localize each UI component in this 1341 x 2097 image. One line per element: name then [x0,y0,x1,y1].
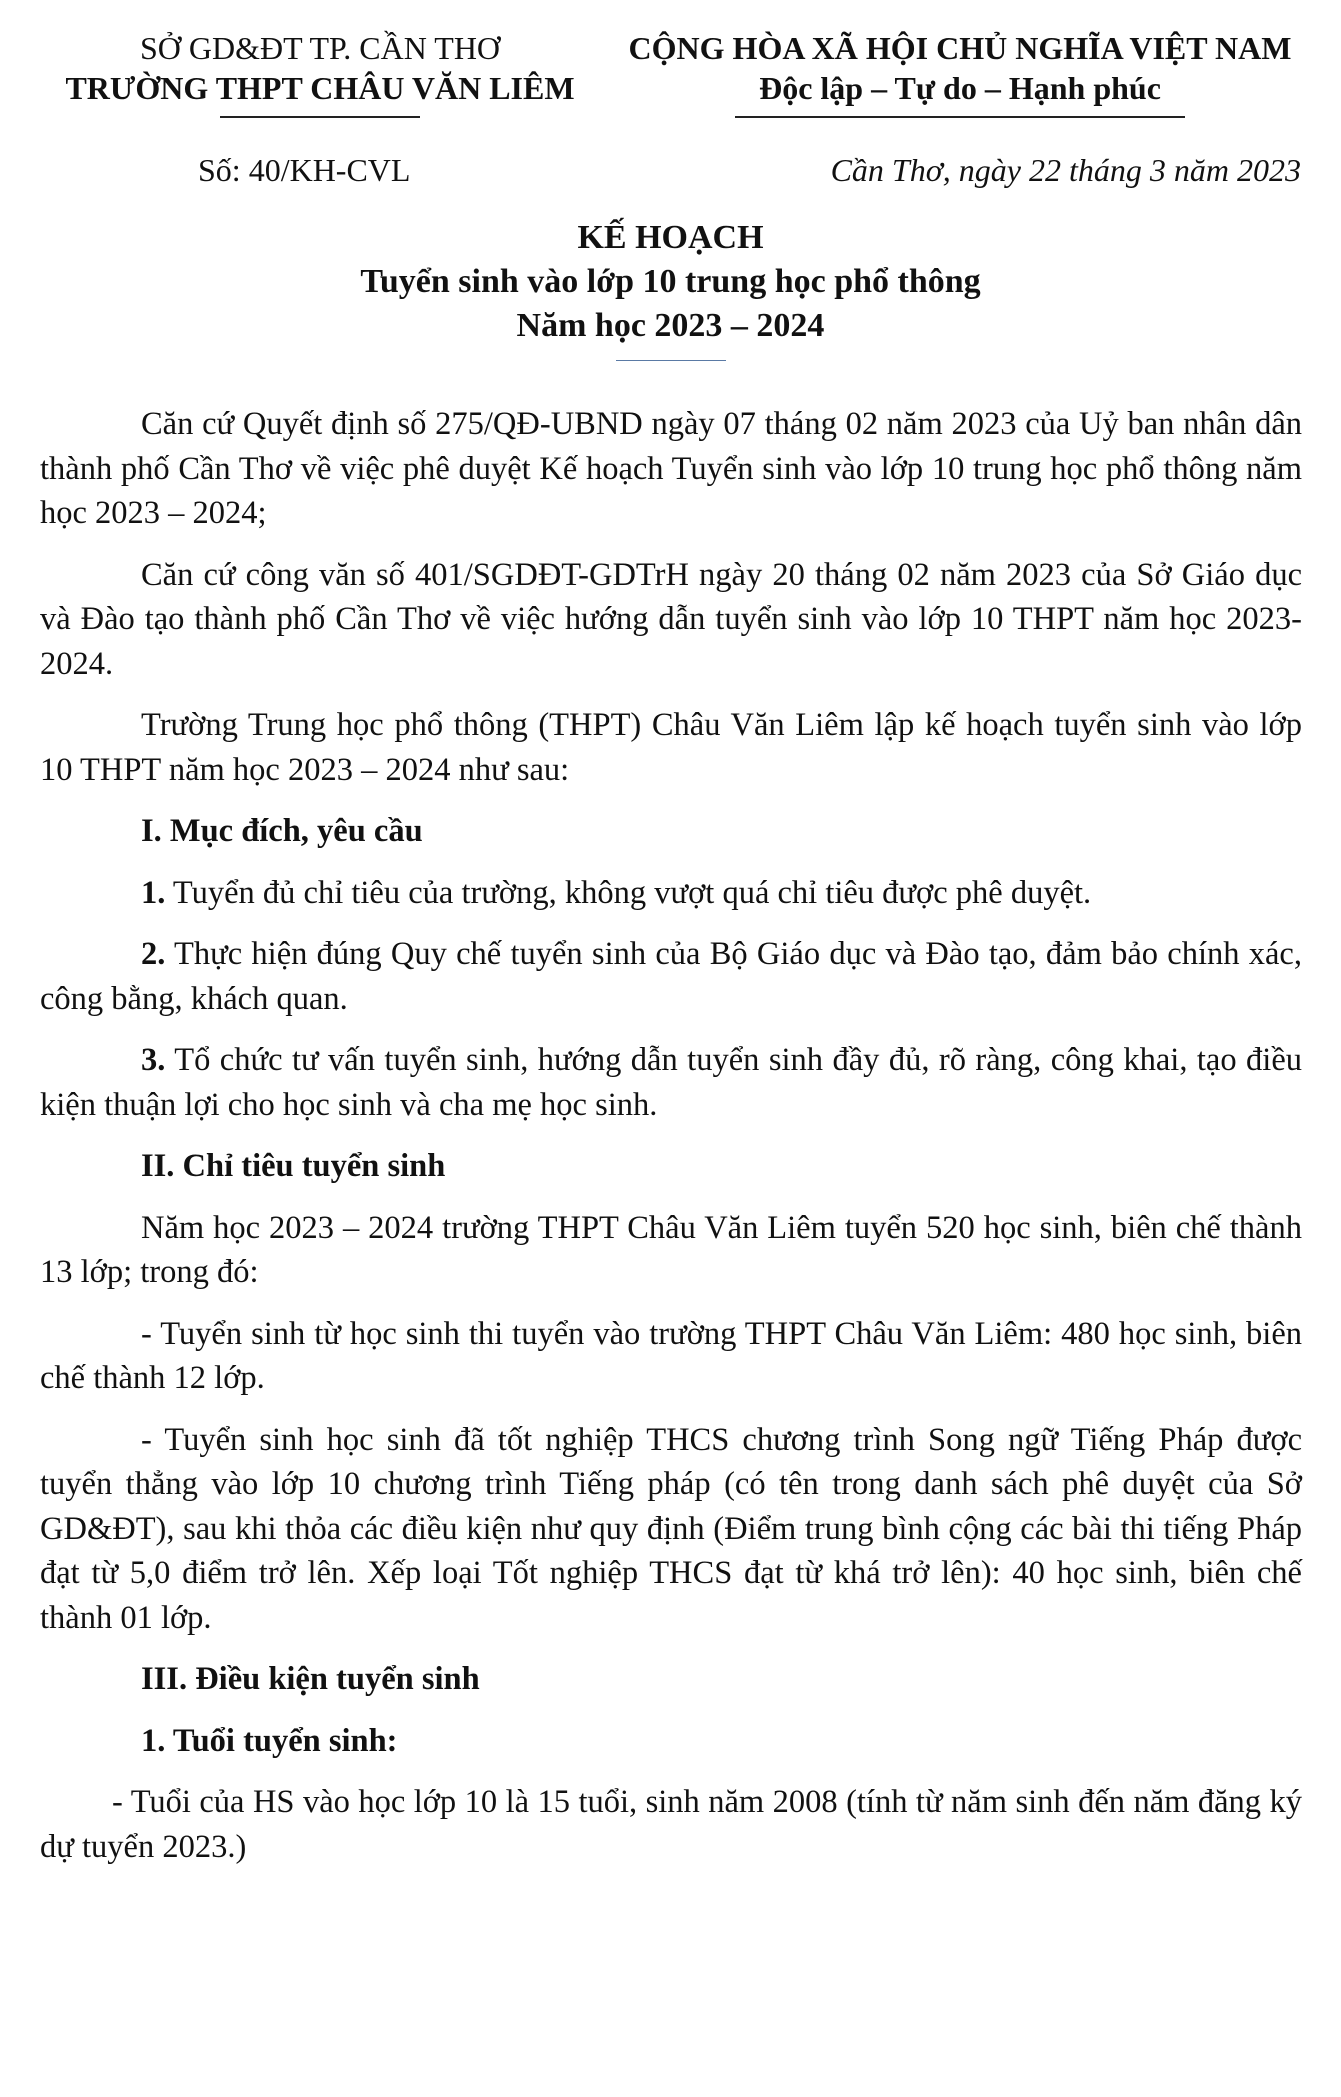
section-heading-3: III. Điều kiện tuyển sinh [141,1661,480,1697]
document-meta [40,152,1301,196]
section-heading-1: I. Mục đích, yêu cầu [141,813,423,849]
national-header [600,28,1320,118]
section-heading-2: II. Chỉ tiêu tuyển sinh [141,1148,446,1184]
motto-underline [735,116,1185,118]
document-number: Số: 40/KH-CVL [198,152,411,188]
school-name: TRƯỜNG THPT CHÂU VĂN LIÊM [65,70,575,106]
paragraph-quota-french: - Tuyển sinh học sinh đã tốt nghiệp THCS chương trình Song ngữ Tiếng Pháp được tuyển thẳng vào lớp 10 chương trình Tiếng pháp (có tên trong danh sách phê duyệt của Sở GD&ĐT), sau khi thỏa các điều kiện như quy định (Điểm trung bình cộng các bài thi tiếng Pháp đạt từ 5,0 điểm trở lên. Xếp loại Tốt nghiệp THCS đạt từ khá trở lên): 40 học sinh, biên chế thành 01 lớp. [40,1421,1302,1636]
issuer-header [40,28,600,118]
subsection-heading-age: 1. Tuổi tuyển sinh: [141,1722,398,1759]
list-item-number: 1. [141,874,166,911]
title-line-3: Năm học 2023 – 2024 [516,307,825,344]
national-title: CỘNG HÒA XÃ HỘI CHỦ NGHĨA VIỆT NAM [628,30,1292,66]
list-item-3 [40,1038,1302,1127]
title-line-2: Tuyển sinh vào lớp 10 trung học phổ thông [360,263,981,300]
paragraph-quota: Năm học 2023 – 2024 trường THPT Châu Văn Liêm tuyển 520 học sinh, biên chế thành 13 lớp; trong đó: [40,1209,1302,1290]
list-item-2 [40,932,1302,1021]
title-underline [616,360,726,361]
document-date: Cần Thơ, ngày 22 tháng 3 năm 2023 [830,152,1301,188]
title-line-1: KẾ HOẠCH [577,219,764,256]
list-item-text: Tổ chức tư vấn tuyển sinh, hướng dẫn tuyển sinh đầy đủ, rõ ràng, công khai, tạo điều kiện thuận lợi cho học sinh và cha mẹ học sinh. [40,1042,1302,1123]
document-body [40,402,1302,1886]
list-item-text: Thực hiện đúng Quy chế tuyển sinh của Bộ Giáo dục và Đào tạo, đảm bảo chính xác, công bằng, khách quan. [40,936,1302,1017]
issuer-underline [220,116,420,118]
paragraph-quota-exam: - Tuyển sinh từ học sinh thi tuyển vào trường THPT Châu Văn Liêm: 480 học sinh, biên chế thành 12 lớp. [40,1315,1302,1396]
paragraph-basis-2: Căn cứ công văn số 401/SGDĐT-GDTrH ngày 20 tháng 02 năm 2023 của Sở Giáo dục và Đào tạo thành phố Cần Thơ về việc hướng dẫn tuyển sinh vào lớp 10 THPT năm học 2023-2024. [40,556,1302,682]
list-item-number: 3. [141,1042,166,1078]
paragraph-age: - Tuổi của HS vào học lớp 10 là 15 tuổi, sinh năm 2008 (tính từ năm sinh đến năm đăng ký dự tuyển 2023.) [40,1784,1302,1865]
national-motto: Độc lập – Tự do – Hạnh phúc [759,70,1161,106]
department-name: SỞ GD&ĐT TP. CẦN THƠ [139,30,501,66]
document-title [0,216,1341,361]
list-item-1 [40,871,1302,916]
list-item-text: Tuyển đủ chỉ tiêu của trường, không vượt quá chỉ tiêu được phê duyệt. [165,874,1092,911]
paragraph-intro: Trường Trung học phổ thông (THPT) Châu Văn Liêm lập kế hoạch tuyển sinh vào lớp 10 THPT năm học 2023 – 2024 như sau: [40,707,1302,788]
list-item-number: 2. [141,936,166,972]
paragraph-basis-1: Căn cứ Quyết định số 275/QĐ-UBND ngày 07 tháng 02 năm 2023 của Uỷ ban nhân dân thành phố Cần Thơ về việc phê duyệt Kế hoạch Tuyển sinh vào lớp 10 trung học phổ thông năm học 2023 – 2024; [40,406,1302,531]
